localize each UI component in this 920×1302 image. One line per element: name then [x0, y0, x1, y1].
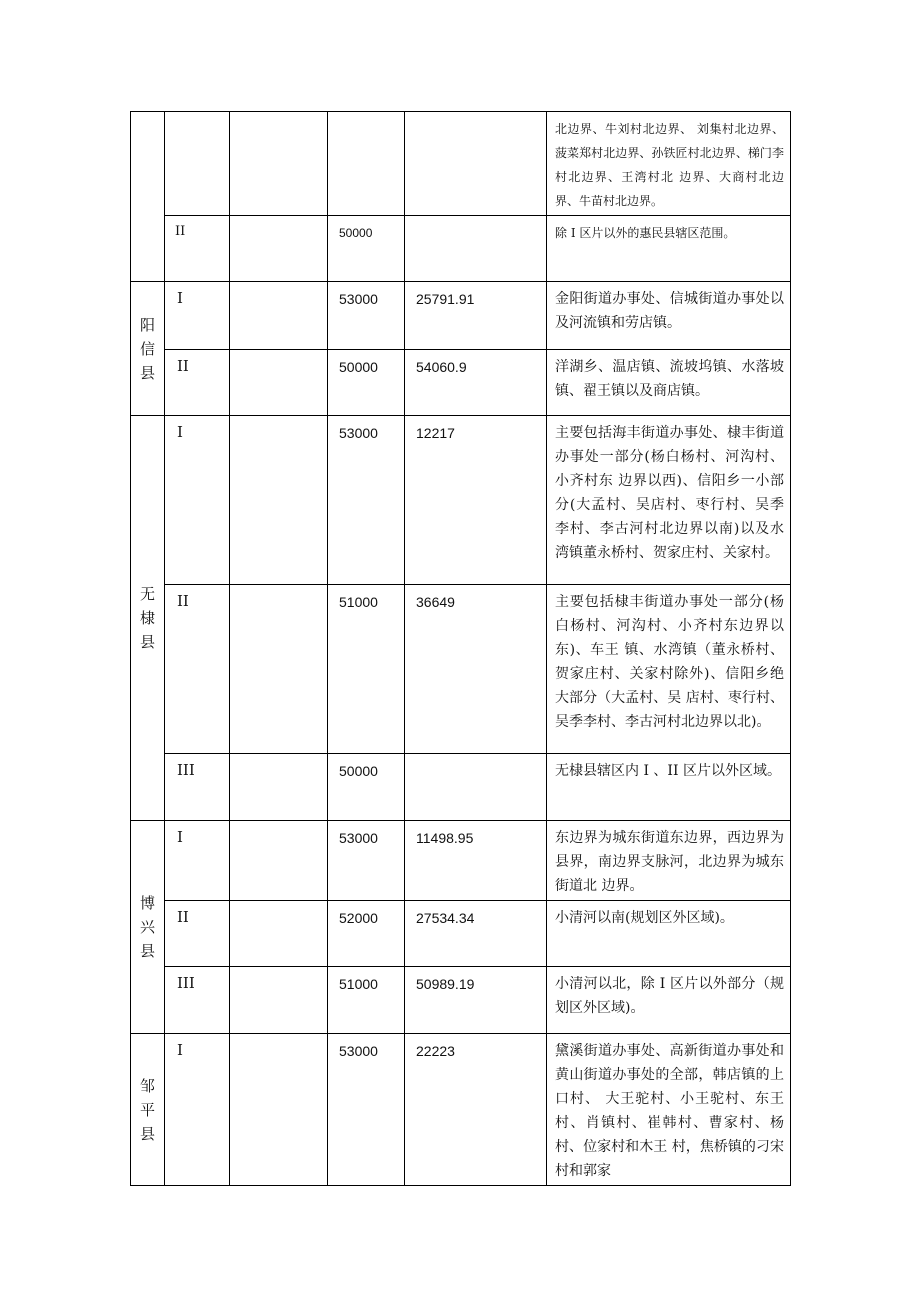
- area-cell: [405, 112, 547, 216]
- zone-cell: III: [165, 967, 230, 1034]
- blank-cell: [230, 112, 328, 216]
- area-cell: [405, 754, 547, 821]
- land-price-table: [130, 111, 791, 1186]
- county-cell: 无棣县: [131, 416, 165, 821]
- description-cell: 主要包括海丰街道办事处、棣丰街道办事处一部分(杨白杨村、河沟村、小齐村东 边界以西)、信阳乡一小部分(大孟村、吴店村、枣行村、吴季李村、李古河村北边界以南)以及水湾镇董永桥村、贺家庄村、关家村。: [547, 416, 791, 585]
- price-cell: 50000: [328, 216, 405, 282]
- blank-cell: [230, 416, 328, 585]
- area-cell: 12217: [405, 416, 547, 585]
- price-cell: 51000: [328, 967, 405, 1034]
- blank-cell: [230, 1034, 328, 1186]
- blank-cell: [230, 901, 328, 967]
- price-cell: 52000: [328, 901, 405, 967]
- table-row: [131, 112, 791, 216]
- description-cell: 黛溪街道办事处、高新街道办事处和黄山街道办事处的全部，韩店镇的上口村、 大王驼村、小王驼村、东王村、肖镇村、崔韩村、曹家村、杨村、位家村和木王 村，焦桥镇的刁宋村和郭家: [547, 1034, 791, 1186]
- area-cell: 11498.95: [405, 821, 547, 901]
- blank-cell: [230, 821, 328, 901]
- zone-cell: I: [165, 416, 230, 585]
- area-cell: 27534.34: [405, 901, 547, 967]
- blank-cell: [230, 350, 328, 416]
- county-cell: [131, 112, 165, 282]
- area-cell: 36649: [405, 585, 547, 754]
- zone-cell: [165, 112, 230, 216]
- county-cell: 阳信县: [131, 282, 165, 416]
- zone-cell: II: [165, 585, 230, 754]
- description-cell: 小清河以北，除 I 区片以外部分（规划区外区域)。: [547, 967, 791, 1034]
- area-cell: [405, 216, 547, 282]
- table-row: [131, 754, 791, 821]
- area-cell: 25791.91: [405, 282, 547, 350]
- price-cell: 51000: [328, 585, 405, 754]
- price-cell: 53000: [328, 1034, 405, 1186]
- description-cell: 洋湖乡、温店镇、流坡坞镇、水落坡镇、翟王镇以及商店镇。: [547, 350, 791, 416]
- zone-cell: I: [165, 821, 230, 901]
- zone-cell: III: [165, 754, 230, 821]
- zone-cell: II: [165, 216, 230, 282]
- table-row: [131, 821, 791, 901]
- table-row: [131, 416, 791, 585]
- zone-cell: I: [165, 1034, 230, 1186]
- description-cell: 除 I 区片以外的惠民县辖区范围。: [547, 216, 791, 282]
- table-row: [131, 216, 791, 282]
- blank-cell: [230, 216, 328, 282]
- zone-cell: I: [165, 282, 230, 350]
- description-cell: 主要包括棣丰街道办事处一部分(杨白杨村、河沟村、小齐村东边界以东)、车王 镇、水湾镇（董永桥村、贺家庄村、关家村除外)、信阳乡绝大部分（大孟村、吴 店村、枣行村、吴季李村、李古河村北边界以北)。: [547, 585, 791, 754]
- description-cell: 东边界为城东街道东边界，西边界为县界，南边界支脉河，北边界为城东街道北 边界。: [547, 821, 791, 901]
- area-cell: 50989.19: [405, 967, 547, 1034]
- description-cell: 北边界、牛刘村北边界、 刘集村北边界、菠菜郑村北边界、孙铁匠村北边界、梯门李村北边界、王湾村北 边界、大商村北边界、牛苗村北边界。: [547, 112, 791, 216]
- area-cell: 54060.9: [405, 350, 547, 416]
- price-cell: 53000: [328, 282, 405, 350]
- price-cell: 53000: [328, 821, 405, 901]
- blank-cell: [230, 282, 328, 350]
- table-row: [131, 585, 791, 754]
- county-cell: 邹平县: [131, 1034, 165, 1186]
- price-cell: 53000: [328, 416, 405, 585]
- description-cell: 无棣县辖区内 I 、II 区片以外区域。: [547, 754, 791, 821]
- price-cell: 50000: [328, 754, 405, 821]
- description-cell: 小清河以南(规划区外区域)。: [547, 901, 791, 967]
- county-cell: 博兴县: [131, 821, 165, 1034]
- table-row: [131, 350, 791, 416]
- blank-cell: [230, 585, 328, 754]
- blank-cell: [230, 967, 328, 1034]
- description-cell: 金阳街道办事处、信城街道办事处以及河流镇和劳店镇。: [547, 282, 791, 350]
- price-cell: 50000: [328, 350, 405, 416]
- zone-cell: II: [165, 901, 230, 967]
- zone-cell: II: [165, 350, 230, 416]
- blank-cell: [230, 754, 328, 821]
- area-cell: 22223: [405, 1034, 547, 1186]
- table-row: [131, 282, 791, 350]
- table-row: [131, 1034, 791, 1186]
- table-row: [131, 901, 791, 967]
- price-cell: [328, 112, 405, 216]
- table-row: [131, 967, 791, 1034]
